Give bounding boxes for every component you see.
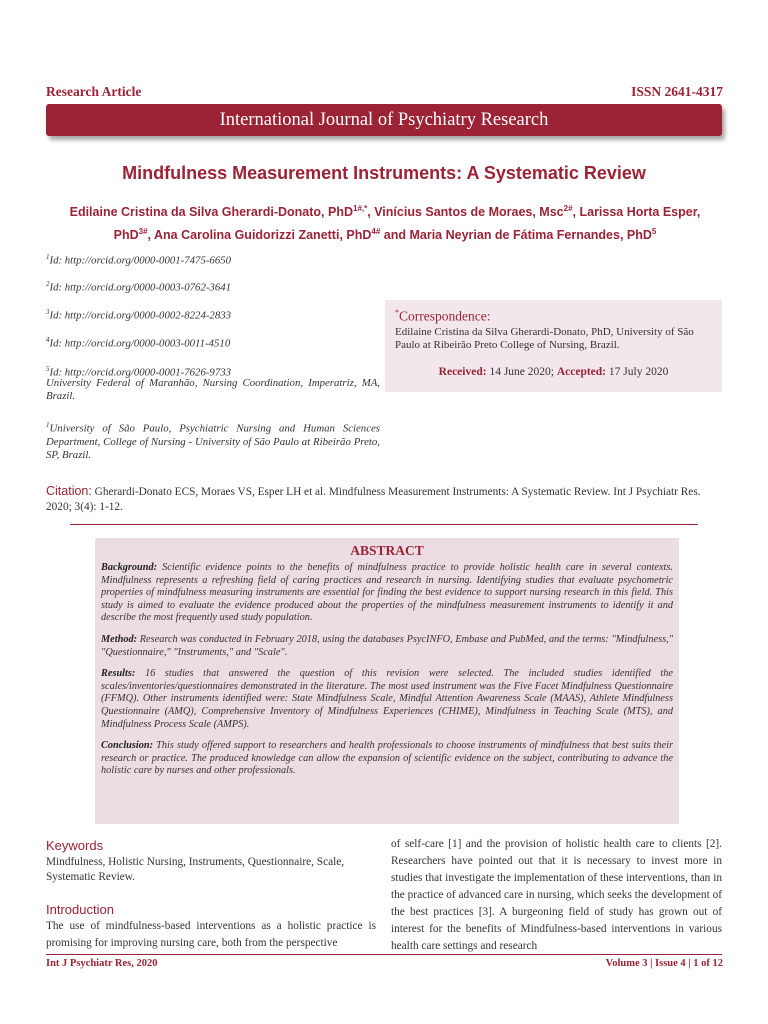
- author-3-sup: 3#: [138, 227, 148, 237]
- orcid-4-sup: 4: [46, 336, 50, 344]
- accepted-date: 17 July 2020: [606, 365, 669, 378]
- background-label: Background:: [101, 562, 158, 573]
- author-4: , Ana Carolina Guidorizzi Zanetti, PhD: [147, 228, 372, 243]
- section-divider: [70, 524, 698, 525]
- orcid-2: [46, 278, 380, 295]
- orcid-3: [46, 306, 380, 323]
- footer-divider: [46, 954, 722, 955]
- correspondence-sup: *: [395, 308, 399, 317]
- author-1: Edilaine Cristina da Silva Gherardi-Donato, PhD: [69, 205, 354, 220]
- background-text: Scientific evidence points to the benefits of mindfulness practice to provide holistic health care in several contexts. Mindfulness represents a refreshing field of caring practices and research in nursing. Identifying studies that evaluate psychometric properties of mindfulness measuring instruments are essential for finding the best evidence to support nursing research in this field. This study is aimed to evaluate the evidence produced about the properties of the mindfulness measurement instruments to identify it and describe the most frequently used study population.: [101, 562, 673, 624]
- orcid-3-sup: 3: [46, 308, 50, 316]
- author-list: [60, 199, 710, 245]
- author-4-sup: 4#: [371, 227, 381, 237]
- received-date: 14 June 2020;: [486, 365, 557, 378]
- orcid-2-text: Id: http://orcid.org/0000-0003-0762-3641: [49, 281, 232, 294]
- orcid-4-text: Id: http://orcid.org/0000-0003-0011-4510: [49, 337, 231, 350]
- keywords-text: Mindfulness, Holistic Nursing, Instruments, Questionnaire, Scale, Systematic Review.: [46, 856, 345, 883]
- affiliation-1-sup: 1: [46, 421, 50, 429]
- keywords-heading-text: Keywords: [46, 838, 104, 853]
- citation-label: Citation:: [46, 484, 92, 498]
- paper-title: Mindfulness Measurement Instruments: A Systematic Review: [122, 163, 646, 183]
- orcid-5-sup: 5: [46, 365, 50, 373]
- article-type-label: Research Article: [46, 84, 142, 99]
- author-5: and Maria Neyrian de Fátima Fernandes, PhD: [380, 228, 652, 243]
- citation: [46, 484, 722, 515]
- introduction-heading: [46, 902, 376, 919]
- author-1-sup: 1#,*: [353, 204, 368, 213]
- affiliation-5: University Federal of Maranhão, Nursing Coordination, Imperatriz, MA, Brazil.: [46, 377, 380, 402]
- introduction-heading-text: Introduction: [46, 902, 114, 917]
- abstract-method: [101, 634, 673, 659]
- introduction-left-text: The use of mindfulness-based interventions as a holistic practice is promising for improving nursing care, both from the perspective: [46, 920, 376, 949]
- abstract-heading: ABSTRACT: [350, 543, 424, 558]
- orcid-1-text: Id: http://orcid.org/0000-0001-7475-6650: [49, 254, 232, 267]
- abstract-background: [101, 562, 673, 625]
- author-2: , Vinícius Santos de Moraes, Msc: [367, 205, 564, 220]
- correspondence-heading: [395, 308, 712, 325]
- author-2-sup: 2#: [563, 204, 573, 213]
- correspondence-heading-text: Correspondence:: [399, 308, 491, 324]
- issn-label: ISSN 2641-4317: [631, 84, 723, 99]
- abstract-box: [95, 538, 679, 824]
- correspondence-dates: [395, 366, 712, 378]
- keywords-heading: [46, 838, 376, 855]
- conclusion-text: This study offered support to researchers and health professionals to choose instruments of mindfulness that best suits their research or practice. The produced knowledge can allow the expansion of scientific evidence on the subject, contributing to advance the holistic care by nurses and other professionals.: [101, 740, 673, 777]
- method-label: Method:: [101, 633, 138, 645]
- author-3: , Larissa Horta Esper, PhD: [113, 205, 701, 243]
- method-text: Research was conducted in February 2018, using the databases PsycINFO, Embase and PubMed, and the terms: "Mindfulness," "Questionnaire," "Instruments," and "Scale".: [101, 633, 673, 658]
- orcid-4: [46, 334, 380, 351]
- affiliation-1-text: University of São Paulo, Psychiatric Nursing and Human Sciences Department, College of Nursing - University of São Paulo at Ribeirão Preto, SP, Brazil.: [46, 422, 380, 461]
- results-text: 16 studies that answered the question of this revision were selected. The included studies identified the scales/inventories/questionnaires demonstrated in the literature. The most used instrument was the Five Facet Mindfulness Questionnaire (FFMQ). Other instruments identified were: State Mindfulness Scale, Mindful Attention Awareness Scale (MAAS), Athlete Mindfulness Questionnaire (AMQ), Comprehensive Inventory of Mindfulness Experiences (CHIME), Mindfulness in Teaching Scale (MTS), and Mindfulness Process Scale (AMPS).: [101, 668, 673, 730]
- correspondence-box: [385, 300, 722, 392]
- introduction-right-text: of self-care [1] and the provision of holistic health care to clients [2]. Researchers have pointed out that it is necessary to invest more in studies that investigate the implementation of these interventions, than in the practice of advanced care in nursing, which seeks the development of the best practices [3]. A burgeoning field of study has grown out of interest for the benefits of Mindfulness-based interventions in various health care settings and research: [391, 838, 722, 952]
- abstract-results: [101, 668, 673, 731]
- orcid-3-text: Id: http://orcid.org/0000-0002-8224-2833: [49, 309, 232, 322]
- citation-text: Gherardi-Donato ECS, Moraes VS, Esper LH et al. Mindfulness Measurement Instruments: A Systematic Review. Int J Psychiatr Res. 2020; 3(4): 1-12.: [46, 486, 701, 513]
- orcid-1: [46, 251, 380, 268]
- abstract-conclusion: [101, 740, 673, 778]
- journal-banner: International Journal of Psychiatry Research: [46, 104, 722, 136]
- received-label: Received:: [438, 365, 487, 378]
- conclusion-label: Conclusion:: [101, 740, 154, 752]
- footer-page-info: Volume 3 | Issue 4 | 1 of 12: [605, 958, 723, 969]
- accepted-label: Accepted:: [556, 365, 607, 378]
- results-label: Results:: [101, 668, 136, 680]
- author-5-sup: 5: [651, 227, 657, 237]
- orcid-1-sup: 1: [46, 253, 50, 261]
- orcid-5-text: Id: http://orcid.org/0000-0001-7626-9733: [49, 366, 232, 379]
- correspondence-body: Edilaine Cristina da Silva Gherardi-Donato, PhD, University of São Paulo at Ribeirão Preto College of Nursing, Brazil.: [395, 325, 694, 351]
- affiliation-1: [46, 419, 380, 462]
- footer-journal: Int J Psychiatr Res, 2020: [46, 958, 158, 969]
- orcid-2-sup: 2: [46, 280, 50, 288]
